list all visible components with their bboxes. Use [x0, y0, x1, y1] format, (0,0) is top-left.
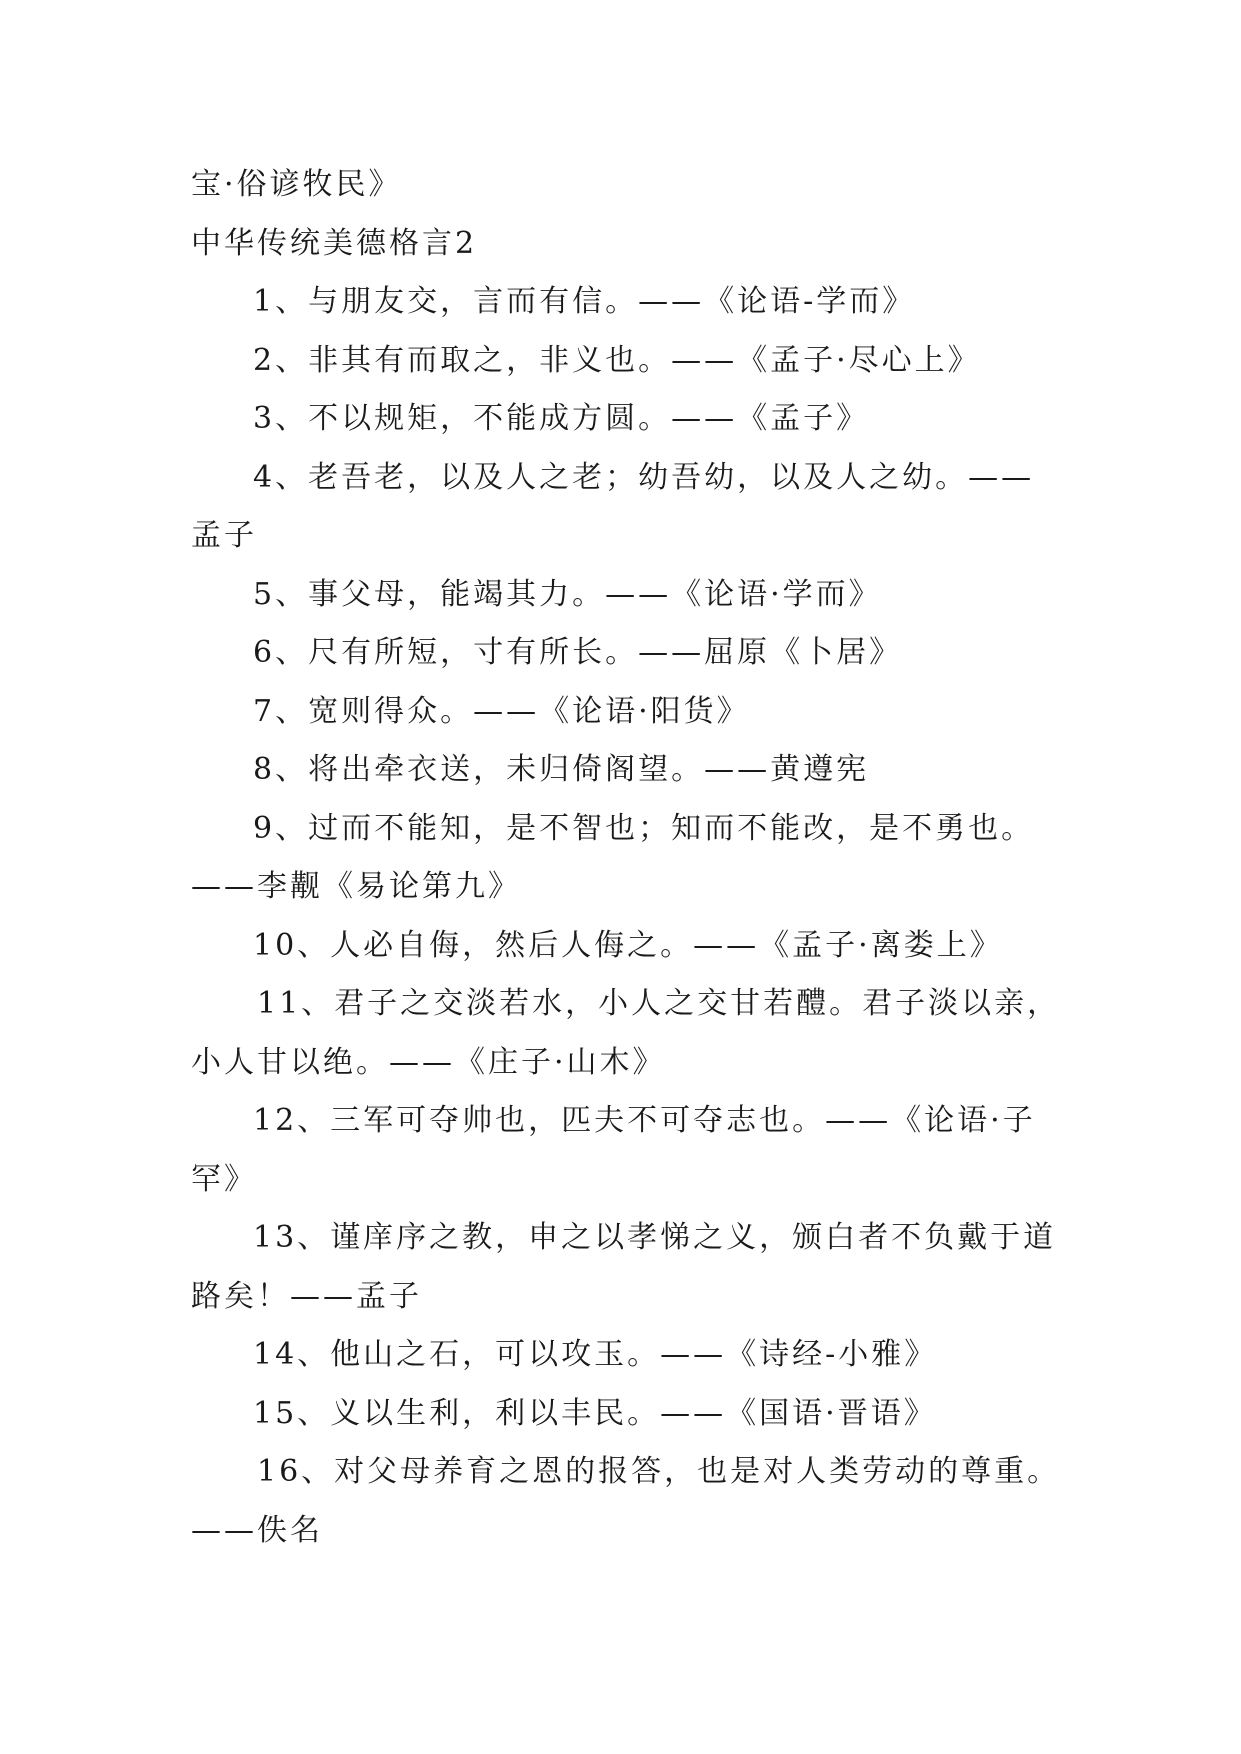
quote-line: 7、宽则得众。——《论语·阳货》: [253, 693, 750, 729]
quote-continuation: 罕》: [191, 1161, 257, 1197]
quote-continuation: ——李觏《易论第九》: [191, 869, 521, 904]
quote-line: 1、与朋友交，言而有信。——《论语-学而》: [253, 284, 916, 319]
quote-line: 9、过而不能知，是不智也；知而不能改，是不勇也。: [253, 810, 1035, 846]
quote-continuation: 孟子: [191, 518, 257, 553]
quote-line: 3、不以规矩，不能成方圆。——《孟子》: [253, 401, 870, 436]
quote-line: 12、三军可夺帅也，匹夫不可夺志也。——《论语·子: [253, 1103, 1036, 1138]
quote-line: 14、他山之石，可以攻玉。——《诗经-小雅》: [253, 1337, 938, 1372]
quote-line: 13、谨庠序之教，申之以孝悌之义，颁白者不负戴于道: [253, 1220, 1057, 1255]
quote-continuation: 小人甘以绝。——《庄子·山木》: [191, 1044, 666, 1080]
quote-line: 8、将出牵衣送，未归倚阁望。——黄遵宪: [253, 752, 870, 787]
quote-continuation: 路矣！——孟子: [191, 1278, 422, 1314]
text-line: 宝·俗谚牧民》: [191, 167, 402, 202]
quote-line: 11、君子之交淡若水，小人之交甘若醴。君子淡以亲，: [257, 986, 1061, 1021]
quote-line: 16、对父母养育之恩的报答，也是对人类劳动的尊重。: [257, 1454, 1061, 1489]
document-page: [191, 156, 1061, 1560]
quote-line: 6、尺有所短，寸有所长。——屈原《卜居》: [253, 635, 903, 670]
quote-line: 5、事父母，能竭其力。——《论语·学而》: [253, 576, 882, 612]
quote-line: 10、人必自侮，然后人侮之。——《孟子·离娄上》: [253, 927, 1003, 963]
section-heading: 中华传统美德格言2: [191, 225, 478, 261]
quote-line: 15、义以生利，利以丰民。——《国语·晋语》: [253, 1395, 937, 1431]
quote-line: 4、老吾老，以及人之老；幼吾幼，以及人之幼。——: [253, 459, 1035, 495]
quote-continuation: ——佚名: [191, 1512, 323, 1548]
quote-line: 2、非其有而取之，非义也。——《孟子·尽心上》: [253, 342, 981, 378]
